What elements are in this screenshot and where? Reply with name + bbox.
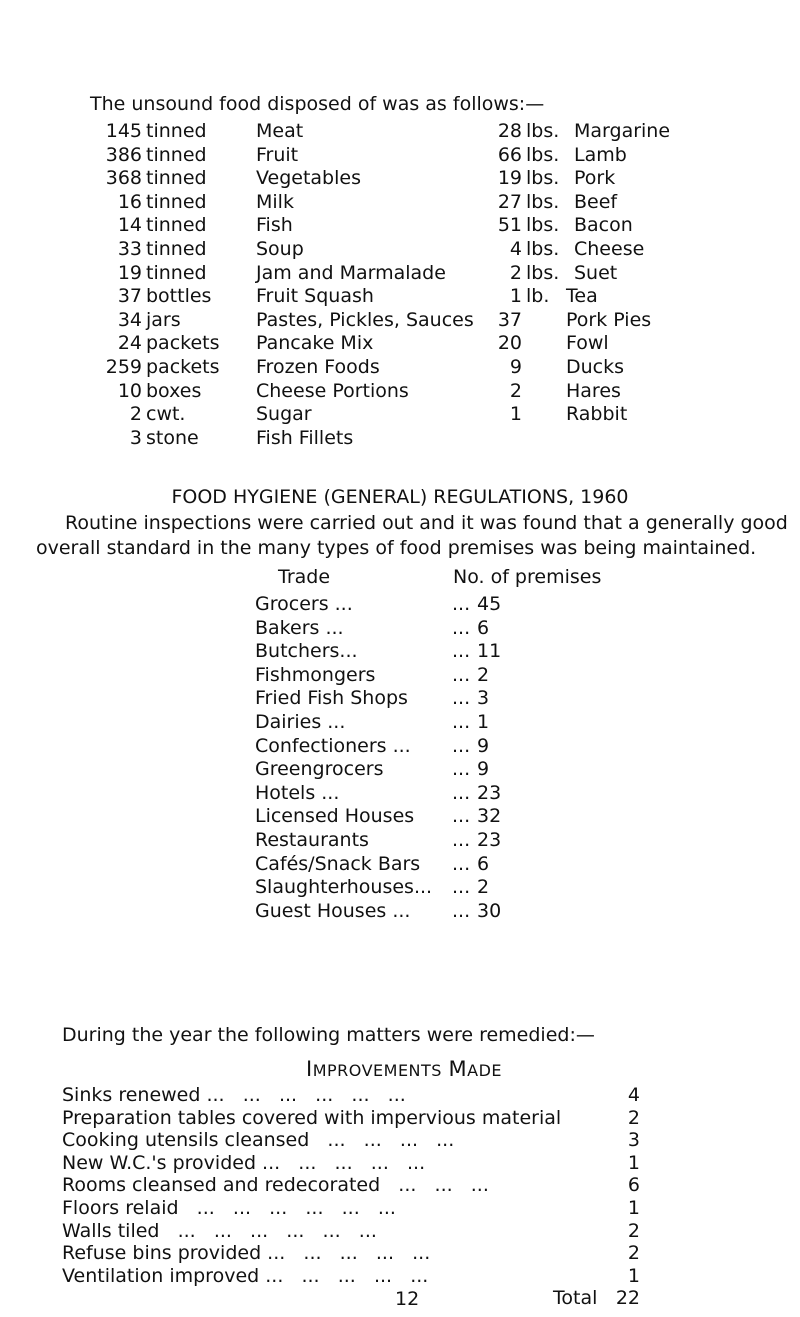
food-quantity: 66 [497, 143, 522, 166]
food-quantity: 2 [509, 261, 522, 284]
page-number: 12 [395, 1288, 420, 1310]
food-item: Vegetables [256, 167, 361, 190]
leader-dots: ... [452, 640, 471, 663]
unsound-food-row [0, 190, 800, 217]
premises-count: 11 [477, 640, 502, 663]
trade-name: Dairies ... [255, 711, 346, 733]
regulations-heading: FOOD HYGIENE (GENERAL) REGULATIONS, 1960 [171, 486, 629, 508]
improvements-title-initial-2: M [448, 1057, 468, 1081]
improvement-label: Ventilation improved ... ... ... ... ... [62, 1264, 429, 1287]
premises-count: 9 [477, 734, 490, 757]
improvement-count: 1 [627, 1264, 640, 1287]
improvement-count: 6 [627, 1174, 640, 1197]
food-quantity: 51 [497, 214, 522, 237]
trade-name: Slaughterhouses... [255, 876, 433, 899]
improvement-label: Sinks renewed ... ... ... ... ... ... [62, 1084, 406, 1106]
trade-row [255, 831, 555, 855]
trade-row [255, 760, 555, 784]
food-quantity: 16 [117, 190, 142, 213]
improvement-count: 1 [627, 1197, 640, 1219]
leader-dots: ... [452, 734, 471, 757]
trade-row [255, 663, 555, 690]
food-item: Milk [256, 190, 294, 213]
food-unit: packets [146, 332, 220, 355]
food-item: Meat [256, 120, 304, 142]
trade-row [255, 878, 555, 902]
improvement-label: Preparation tables covered with impervious material [62, 1106, 562, 1129]
trade-name: Butchers... [255, 640, 358, 663]
food-item: Sugar [256, 403, 312, 426]
food-unit: lbs. [526, 143, 560, 166]
unsound-food-row [0, 240, 800, 264]
unsound-food-row [0, 379, 800, 406]
food-unit: tinned [146, 261, 207, 284]
improvement-label: Floors relaid ... ... ... ... ... ... [62, 1197, 396, 1219]
food-quantity: 1 [509, 403, 522, 426]
unsound-food-row [0, 287, 800, 311]
unsound-food-row [0, 216, 800, 240]
premises-count: 2 [477, 876, 490, 899]
premises-count: 2 [477, 663, 490, 686]
food-item: Fruit [256, 143, 299, 166]
trade-row [255, 781, 555, 808]
food-quantity: 368 [105, 167, 142, 190]
food-quantity: 4 [509, 238, 522, 260]
food-item: Fish Fillets [256, 426, 354, 449]
regulations-paragraph-line-1: Routine inspections were carried out and it was found that a generally good [65, 512, 788, 534]
food-quantity: 19 [497, 167, 522, 190]
food-unit: lbs. [526, 190, 560, 213]
unsound-food-row [0, 334, 800, 358]
food-item: Beef [574, 190, 618, 213]
improvement-count: 2 [627, 1242, 640, 1265]
trade-name: Hotels ... [255, 781, 340, 804]
total-value: 22 [615, 1287, 640, 1309]
food-unit: tinned [146, 120, 207, 142]
leader-dots: ... [452, 876, 471, 899]
food-unit: tinned [146, 190, 207, 213]
food-quantity: 3 [129, 426, 142, 449]
food-item: Pastes, Pickles, Sauces [256, 308, 474, 331]
food-quantity: 37 [117, 285, 142, 308]
food-unit: lbs. [526, 120, 560, 142]
unsound-food-row [0, 426, 420, 453]
premises-count: 1 [477, 711, 490, 733]
improvement-count: 2 [627, 1219, 640, 1242]
premises-column-header: No. of premises [453, 566, 602, 588]
trade-name: Restaurants [255, 829, 369, 851]
trade-name: Greengrocers [255, 758, 384, 781]
improvement-label: Rooms cleansed and redecorated ... ... ... [62, 1174, 489, 1197]
food-quantity: 386 [105, 143, 142, 166]
improvement-count: 3 [627, 1129, 640, 1152]
unsound-food-intro: The unsound food disposed of was as follows:— [90, 93, 545, 115]
food-unit: tinned [146, 143, 207, 166]
regulations-paragraph-line-2: overall standard in the many types of food premises was being maintained. [36, 537, 757, 559]
food-unit: cwt. [146, 403, 186, 426]
total-label: Total [553, 1287, 598, 1309]
unsound-food-row [0, 261, 800, 288]
food-unit: jars [146, 308, 181, 331]
trade-name: Confectioners ... [255, 734, 411, 757]
trade-name: Fried Fish Shops [255, 687, 408, 710]
food-unit: lbs. [526, 238, 560, 260]
improvement-label: New W.C.'s provided ... ... ... ... ... [62, 1151, 426, 1174]
trade-name: Bakers ... [255, 616, 344, 639]
food-item: Soup [256, 238, 304, 260]
trade-name: Cafés/Snack Bars [255, 852, 421, 875]
food-item: Pork [574, 167, 616, 190]
leader-dots: ... [452, 805, 471, 828]
food-quantity: 19 [117, 261, 142, 284]
premises-count: 32 [477, 805, 502, 828]
unsound-food-row [0, 122, 800, 146]
food-unit: tinned [146, 238, 207, 260]
leader-dots: ... [452, 758, 471, 781]
trade-name: Guest Houses ... [255, 899, 411, 922]
food-quantity: 145 [105, 120, 142, 142]
premises-count: 3 [477, 687, 490, 710]
food-item: Suet [574, 261, 618, 284]
trade-row [255, 807, 555, 831]
food-quantity: 9 [509, 356, 522, 378]
improvement-count: 4 [627, 1084, 640, 1106]
food-unit: packets [146, 356, 220, 378]
food-item: Fowl [566, 332, 609, 355]
premises-count: 6 [477, 852, 490, 875]
food-quantity: 37 [497, 308, 522, 331]
premises-count: 6 [477, 616, 490, 639]
food-quantity: 34 [117, 308, 142, 331]
premises-count: 23 [477, 829, 502, 851]
food-quantity: 2 [129, 403, 142, 426]
improvement-label: Walls tiled ... ... ... ... ... ... [62, 1219, 377, 1242]
unsound-food-row [0, 143, 800, 170]
food-quantity: 259 [105, 356, 142, 378]
improvements-title-rest-2: ADE [467, 1061, 502, 1080]
food-item: Rabbit [566, 403, 628, 426]
food-quantity: 20 [497, 332, 522, 355]
trade-name: Fishmongers [255, 663, 376, 686]
trade-name: Licensed Houses [255, 805, 415, 828]
food-quantity: 10 [117, 379, 142, 402]
improvement-label: Cooking utensils cleansed ... ... ... ... [62, 1129, 455, 1152]
leader-dots: ... [452, 781, 471, 804]
food-item: Jam and Marmalade [256, 261, 446, 284]
food-item: Margarine [574, 120, 671, 142]
leader-dots: ... [452, 663, 471, 686]
food-item: Frozen Foods [256, 356, 380, 378]
food-unit: lb. [526, 285, 550, 308]
food-unit: stone [146, 426, 199, 449]
food-item: Cheese Portions [256, 379, 409, 402]
food-quantity: 14 [117, 214, 142, 237]
food-item: Lamb [574, 143, 627, 166]
food-unit: lbs. [526, 261, 560, 284]
food-item: Cheese [574, 238, 645, 260]
unsound-food-row [0, 405, 800, 429]
leader-dots: ... [452, 616, 471, 639]
food-unit: lbs. [526, 214, 560, 237]
leader-dots: ... [452, 711, 471, 733]
trade-row [255, 642, 555, 666]
unsound-food-row [0, 308, 800, 335]
premises-count: 45 [477, 593, 502, 615]
improvements-title-rest-1: MPROVEMENTS [312, 1061, 442, 1080]
food-unit: bottles [146, 285, 212, 308]
food-unit: tinned [146, 167, 207, 190]
premises-count: 9 [477, 758, 490, 781]
trade-row [255, 899, 555, 926]
trade-row [255, 734, 555, 761]
improvement-count: 1 [627, 1151, 640, 1174]
improvements-title-initial-1: I [306, 1057, 313, 1081]
leader-dots: ... [452, 687, 471, 710]
unsound-food-row [0, 169, 800, 193]
food-item: Pancake Mix [256, 332, 374, 355]
improvements-title [204, 1059, 604, 1080]
food-item: Fish [256, 214, 293, 237]
food-quantity: 1 [509, 285, 522, 308]
food-quantity: 28 [497, 120, 522, 142]
trade-row [255, 713, 555, 737]
remedied-intro: During the year the following matters were remedied:— [62, 1024, 595, 1046]
leader-dots: ... [452, 899, 471, 922]
food-item: Bacon [574, 214, 633, 237]
trade-row [255, 689, 555, 713]
food-quantity: 27 [497, 190, 522, 213]
premises-count: 23 [477, 781, 502, 804]
food-item: Ducks [566, 356, 625, 378]
trade-name: Grocers ... [255, 593, 353, 615]
food-item: Hares [566, 379, 621, 402]
leader-dots: ... [452, 829, 471, 851]
food-unit: boxes [146, 379, 202, 402]
improvement-count: 2 [627, 1106, 640, 1129]
leader-dots: ... [452, 593, 471, 615]
leader-dots: ... [452, 852, 471, 875]
trade-row [255, 595, 555, 619]
premises-count: 30 [477, 899, 502, 922]
improvement-label: Refuse bins provided ... ... ... ... ... [62, 1242, 431, 1265]
food-item: Tea [566, 285, 598, 308]
trade-row [255, 616, 555, 643]
food-quantity: 24 [117, 332, 142, 355]
food-item: Fruit Squash [256, 285, 374, 308]
unsound-food-row [0, 358, 800, 382]
food-quantity: 33 [117, 238, 142, 260]
trade-row [255, 852, 555, 879]
food-unit: tinned [146, 214, 207, 237]
food-quantity: 2 [509, 379, 522, 402]
food-unit: lbs. [526, 167, 560, 190]
food-item: Pork Pies [566, 308, 652, 331]
trade-column-header: Trade [278, 566, 331, 588]
